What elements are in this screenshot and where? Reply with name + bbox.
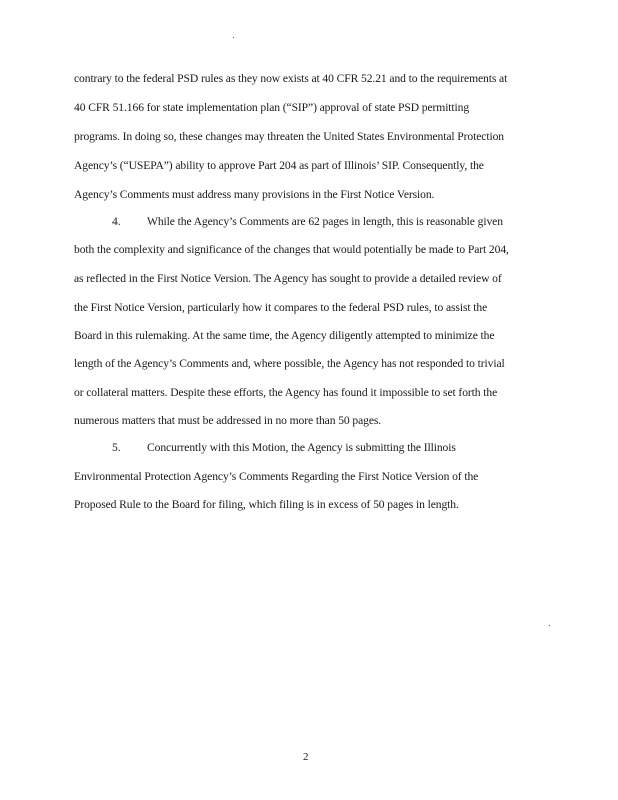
- body-text-line: length of the Agency’s Comments and, where possible, the Agency has not responded to trivial: [74, 357, 505, 370]
- page-number: 2: [303, 751, 309, 763]
- body-text-line: Board in this rulemaking. At the same time, the Agency diligently attempted to minimize the: [74, 329, 495, 342]
- body-text-line: While the Agency’s Comments are 62 pages in length, this is reasonable given: [147, 215, 503, 228]
- body-text-line: Proposed Rule to the Board for filing, which filing is in excess of 50 pages in length.: [74, 498, 459, 511]
- body-text-line: Agency’s (“USEPA”) ability to approve Part 204 as part of Illinois’ SIP. Consequently, the: [74, 159, 484, 172]
- body-text-line: contrary to the federal PSD rules as they now exists at 40 CFR 52.21 and to the requirements at: [74, 72, 508, 85]
- paragraph-number: 4.: [112, 215, 121, 228]
- body-text-line: 40 CFR 51.166 for state implementation plan (“SIP”) approval of state PSD permitting: [74, 101, 470, 114]
- body-text-line: as reflected in the First Notice Version. The Agency has sought to provide a detailed review of: [74, 272, 502, 285]
- scan-speck: [233, 37, 234, 38]
- body-text-line: Agency’s Comments must address many provisions in the First Notice Version.: [74, 188, 435, 201]
- body-text-line: programs. In doing so, these changes may threaten the United States Environmental Protection: [74, 130, 504, 143]
- body-text-line: the First Notice Version, particularly how it compares to the federal PSD rules, to assist the: [74, 301, 488, 314]
- body-text-line: both the complexity and significance of the changes that would potentially be made to Part 204,: [74, 243, 509, 256]
- paragraph-number: 5.: [112, 441, 121, 454]
- body-text-line: or collateral matters. Despite these efforts, the Agency has found it impossible to set forth the: [74, 386, 498, 399]
- body-text-line: Environmental Protection Agency’s Comments Regarding the First Notice Version of the: [74, 470, 479, 483]
- body-text-line: numerous matters that must be addressed in no more than 50 pages.: [74, 414, 382, 427]
- body-text-line: Concurrently with this Motion, the Agency is submitting the Illinois: [147, 441, 456, 454]
- scan-speck: [549, 625, 550, 626]
